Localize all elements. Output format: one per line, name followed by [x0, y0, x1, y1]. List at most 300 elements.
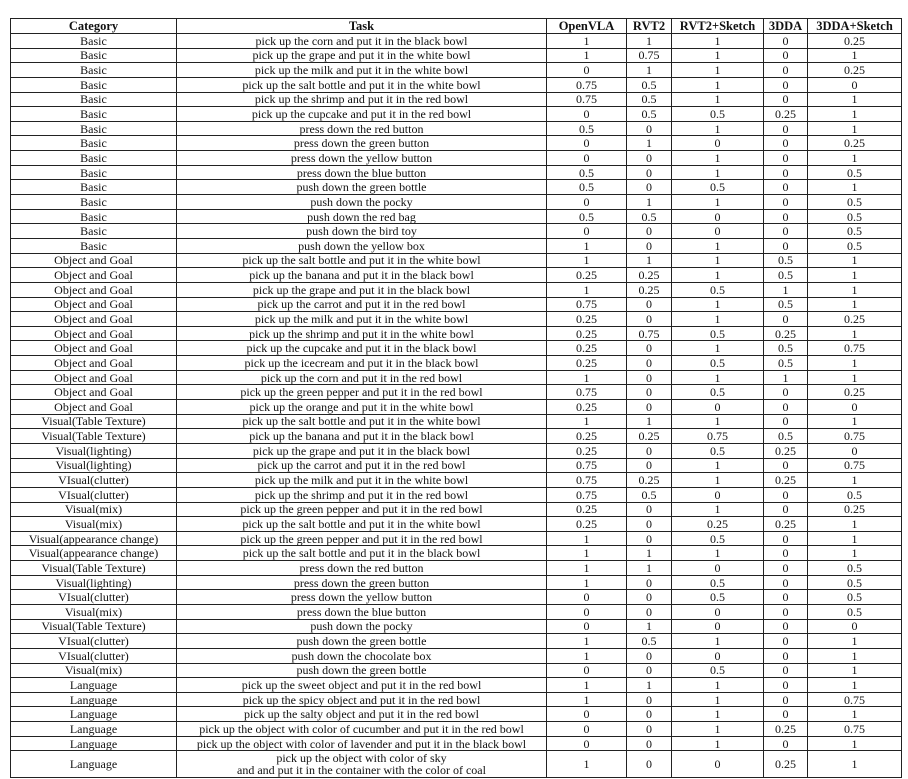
cell-rvt2-sketch: 1: [672, 195, 764, 210]
table-row: [11, 92, 902, 107]
cell-rvt2-sketch: 1: [672, 312, 764, 327]
cell-3dda: 0: [764, 692, 808, 707]
cell-rvt2-sketch: 1: [672, 678, 764, 693]
cell-task: push down the green bottle: [177, 634, 547, 649]
cell-openvla: 0.75: [547, 92, 627, 107]
cell-3dda-sketch: 1: [808, 663, 902, 678]
table-row: [11, 253, 902, 268]
table-row: [11, 692, 902, 707]
cell-category: Basic: [11, 209, 177, 224]
cell-openvla: 0.25: [547, 400, 627, 415]
table-row: [11, 678, 902, 693]
cell-task: pick up the carrot and put it in the red bowl: [177, 458, 547, 473]
table-row: [11, 517, 902, 532]
cell-task: pick up the salt bottle and put it in the white bowl: [177, 517, 547, 532]
cell-rvt2-sketch: 0.5: [672, 531, 764, 546]
table-row: [11, 604, 902, 619]
cell-rvt2-sketch: 1: [672, 63, 764, 78]
cell-openvla: 1: [547, 575, 627, 590]
table-row: [11, 751, 902, 778]
cell-3dda: 0: [764, 195, 808, 210]
cell-rvt2-sketch: 0: [672, 648, 764, 663]
cell-rvt2: 0: [627, 590, 672, 605]
cell-openvla: 1: [547, 370, 627, 385]
cell-category: Basic: [11, 195, 177, 210]
cell-rvt2: 1: [627, 561, 672, 576]
table-row: [11, 487, 902, 502]
cell-3dda-sketch: 1: [808, 282, 902, 297]
cell-task: pick up the object with color of sky and and put it in the container with the color of coal: [177, 751, 547, 778]
cell-3dda-sketch: 0.25: [808, 312, 902, 327]
cell-rvt2-sketch: 1: [672, 370, 764, 385]
table-row: [11, 77, 902, 92]
cell-category: Basic: [11, 180, 177, 195]
cell-task: pick up the salty object and put it in the red bowl: [177, 707, 547, 722]
cell-rvt2: 0: [627, 604, 672, 619]
cell-rvt2: 0: [627, 180, 672, 195]
cell-rvt2-sketch: 0.25: [672, 517, 764, 532]
cell-category: Visual(mix): [11, 663, 177, 678]
cell-3dda: 0: [764, 63, 808, 78]
cell-category: VIsual(clutter): [11, 634, 177, 649]
cell-rvt2-sketch: 0.75: [672, 429, 764, 444]
cell-rvt2-sketch: 1: [672, 502, 764, 517]
cell-3dda: 0: [764, 707, 808, 722]
table-row: [11, 619, 902, 634]
cell-rvt2: 0.25: [627, 429, 672, 444]
table-row: [11, 180, 902, 195]
cell-3dda: 0: [764, 678, 808, 693]
cell-category: Object and Goal: [11, 326, 177, 341]
cell-task: pick up the cupcake and put it in the black bowl: [177, 341, 547, 356]
cell-3dda-sketch: 0.25: [808, 34, 902, 49]
cell-openvla: 1: [547, 678, 627, 693]
table-row: [11, 575, 902, 590]
cell-3dda-sketch: 0.75: [808, 692, 902, 707]
table-row: [11, 238, 902, 253]
cell-task: push down the yellow box: [177, 238, 547, 253]
cell-task: press down the blue button: [177, 604, 547, 619]
cell-task: push down the green bottle: [177, 180, 547, 195]
cell-category: Language: [11, 707, 177, 722]
cell-rvt2: 0.5: [627, 634, 672, 649]
cell-3dda: 0: [764, 575, 808, 590]
cell-openvla: 1: [547, 48, 627, 63]
cell-3dda: 0: [764, 121, 808, 136]
cell-category: Object and Goal: [11, 268, 177, 283]
header-category: Category: [11, 19, 177, 34]
cell-category: Visual(Table Texture): [11, 414, 177, 429]
cell-3dda-sketch: 1: [808, 48, 902, 63]
cell-3dda-sketch: 0.75: [808, 722, 902, 737]
cell-3dda: 0: [764, 400, 808, 415]
table-row: [11, 707, 902, 722]
cell-rvt2-sketch: 1: [672, 692, 764, 707]
cell-3dda-sketch: 0.5: [808, 561, 902, 576]
cell-openvla: 0.5: [547, 165, 627, 180]
cell-rvt2: 1: [627, 63, 672, 78]
cell-task: pick up the orange and put it in the white bowl: [177, 400, 547, 415]
cell-3dda-sketch: 0.75: [808, 458, 902, 473]
cell-3dda-sketch: 1: [808, 370, 902, 385]
cell-task: press down the blue button: [177, 165, 547, 180]
cell-category: Basic: [11, 238, 177, 253]
cell-3dda: 0: [764, 634, 808, 649]
cell-3dda: 0: [764, 648, 808, 663]
cell-rvt2-sketch: 1: [672, 473, 764, 488]
cell-3dda: 0: [764, 487, 808, 502]
table-row: [11, 121, 902, 136]
cell-category: Object and Goal: [11, 253, 177, 268]
table-row: [11, 722, 902, 737]
cell-task: pick up the salt bottle and put it in the white bowl: [177, 414, 547, 429]
cell-task: pick up the green pepper and put it in the red bowl: [177, 531, 547, 546]
cell-category: Basic: [11, 107, 177, 122]
cell-rvt2: 0: [627, 502, 672, 517]
cell-rvt2: 0: [627, 370, 672, 385]
cell-task: pick up the shrimp and put it in the white bowl: [177, 326, 547, 341]
cell-task: pick up the object with color of cucumber and put it in the red bowl: [177, 722, 547, 737]
cell-openvla: 1: [547, 561, 627, 576]
cell-3dda: 0.5: [764, 268, 808, 283]
table-row: [11, 297, 902, 312]
cell-rvt2: 0: [627, 736, 672, 751]
cell-rvt2: 0: [627, 224, 672, 239]
cell-rvt2: 1: [627, 34, 672, 49]
cell-rvt2-sketch: 0.5: [672, 282, 764, 297]
cell-rvt2-sketch: 1: [672, 546, 764, 561]
cell-openvla: 0: [547, 195, 627, 210]
cell-3dda-sketch: 0.25: [808, 136, 902, 151]
cell-openvla: 0.75: [547, 487, 627, 502]
table-row: [11, 443, 902, 458]
cell-category: Object and Goal: [11, 400, 177, 415]
cell-rvt2-sketch: 1: [672, 48, 764, 63]
cell-task: pick up the salt bottle and put it in the black bowl: [177, 546, 547, 561]
cell-task: pick up the milk and put it in the white bowl: [177, 312, 547, 327]
cell-rvt2-sketch: 0.5: [672, 326, 764, 341]
cell-category: Basic: [11, 92, 177, 107]
table-row: [11, 107, 902, 122]
cell-rvt2-sketch: 1: [672, 34, 764, 49]
cell-category: Basic: [11, 121, 177, 136]
cell-3dda-sketch: 1: [808, 648, 902, 663]
cell-rvt2: 0: [627, 707, 672, 722]
cell-rvt2: 1: [627, 195, 672, 210]
cell-3dda-sketch: 0: [808, 77, 902, 92]
cell-3dda-sketch: 1: [808, 92, 902, 107]
cell-category: Object and Goal: [11, 297, 177, 312]
cell-rvt2-sketch: 1: [672, 341, 764, 356]
cell-openvla: 0: [547, 663, 627, 678]
cell-rvt2-sketch: 0: [672, 619, 764, 634]
cell-task: pick up the icecream and put it in the black bowl: [177, 356, 547, 371]
cell-rvt2-sketch: 1: [672, 414, 764, 429]
cell-rvt2-sketch: 1: [672, 634, 764, 649]
cell-3dda-sketch: 0.25: [808, 63, 902, 78]
cell-category: Visual(lighting): [11, 443, 177, 458]
cell-task: press down the red button: [177, 561, 547, 576]
cell-3dda: 0: [764, 561, 808, 576]
cell-openvla: 1: [547, 282, 627, 297]
cell-rvt2: 0: [627, 400, 672, 415]
cell-task: pick up the banana and put it in the black bowl: [177, 429, 547, 444]
cell-task: pick up the grape and put it in the black bowl: [177, 282, 547, 297]
cell-3dda-sketch: 1: [808, 414, 902, 429]
cell-category: Object and Goal: [11, 356, 177, 371]
cell-3dda-sketch: 1: [808, 253, 902, 268]
cell-category: VIsual(clutter): [11, 473, 177, 488]
cell-rvt2-sketch: 0: [672, 136, 764, 151]
cell-3dda: 0: [764, 663, 808, 678]
cell-openvla: 0.25: [547, 268, 627, 283]
cell-3dda: 0: [764, 151, 808, 166]
cell-3dda-sketch: 1: [808, 356, 902, 371]
cell-category: Object and Goal: [11, 341, 177, 356]
cell-rvt2: 0: [627, 356, 672, 371]
cell-category: Visual(Table Texture): [11, 429, 177, 444]
cell-task: pick up the cupcake and put it in the red bowl: [177, 107, 547, 122]
cell-openvla: 1: [547, 751, 627, 778]
table-row: [11, 209, 902, 224]
cell-rvt2: 0.5: [627, 487, 672, 502]
cell-rvt2-sketch: 1: [672, 458, 764, 473]
cell-3dda-sketch: 1: [808, 517, 902, 532]
cell-openvla: 0.25: [547, 429, 627, 444]
table-row: [11, 414, 902, 429]
cell-task: press down the green button: [177, 136, 547, 151]
cell-rvt2: 0.25: [627, 268, 672, 283]
table-row: [11, 590, 902, 605]
cell-category: Basic: [11, 63, 177, 78]
cell-rvt2-sketch: 0.5: [672, 356, 764, 371]
cell-category: Object and Goal: [11, 282, 177, 297]
cell-rvt2: 0: [627, 238, 672, 253]
cell-3dda: 0: [764, 34, 808, 49]
cell-3dda-sketch: 0: [808, 619, 902, 634]
cell-rvt2-sketch: 0.5: [672, 590, 764, 605]
cell-rvt2-sketch: 1: [672, 268, 764, 283]
table-body: [11, 34, 902, 778]
cell-task: pick up the spicy object and put it in the red bowl: [177, 692, 547, 707]
cell-rvt2-sketch: 0: [672, 209, 764, 224]
table-row: [11, 736, 902, 751]
cell-task: press down the yellow button: [177, 590, 547, 605]
header-rvt2: RVT2: [627, 19, 672, 34]
cell-rvt2-sketch: 0: [672, 561, 764, 576]
cell-category: Basic: [11, 151, 177, 166]
cell-3dda-sketch: 0.5: [808, 165, 902, 180]
cell-category: Language: [11, 736, 177, 751]
cell-task: pick up the shrimp and put it in the red bowl: [177, 487, 547, 502]
table-row: [11, 546, 902, 561]
cell-rvt2-sketch: 0.5: [672, 575, 764, 590]
cell-rvt2: 0.5: [627, 77, 672, 92]
table-row: [11, 136, 902, 151]
cell-rvt2: 0.75: [627, 48, 672, 63]
cell-rvt2-sketch: 1: [672, 253, 764, 268]
cell-openvla: 0.75: [547, 458, 627, 473]
cell-rvt2-sketch: 0: [672, 400, 764, 415]
cell-openvla: 1: [547, 34, 627, 49]
cell-task: pick up the salt bottle and put it in the white bowl: [177, 253, 547, 268]
cell-task: pick up the corn and put it in the red bowl: [177, 370, 547, 385]
cell-3dda-sketch: 0: [808, 443, 902, 458]
cell-3dda-sketch: 0.5: [808, 209, 902, 224]
cell-rvt2-sketch: 1: [672, 736, 764, 751]
cell-openvla: 0: [547, 590, 627, 605]
cell-openvla: 0.75: [547, 385, 627, 400]
cell-rvt2: 0.5: [627, 92, 672, 107]
cell-rvt2: 0: [627, 341, 672, 356]
table-row: [11, 312, 902, 327]
table-row: [11, 663, 902, 678]
cell-task: pick up the grape and put it in the white bowl: [177, 48, 547, 63]
cell-openvla: 0.25: [547, 517, 627, 532]
cell-rvt2-sketch: 0.5: [672, 180, 764, 195]
cell-3dda: 0.25: [764, 107, 808, 122]
cell-category: Language: [11, 692, 177, 707]
cell-rvt2-sketch: 1: [672, 77, 764, 92]
cell-category: Visual(lighting): [11, 575, 177, 590]
table-row: [11, 282, 902, 297]
table-row: [11, 268, 902, 283]
cell-rvt2-sketch: 1: [672, 722, 764, 737]
cell-openvla: 0: [547, 736, 627, 751]
cell-3dda: 0: [764, 458, 808, 473]
cell-openvla: 0: [547, 604, 627, 619]
table-row: [11, 165, 902, 180]
cell-3dda: 0: [764, 604, 808, 619]
cell-3dda-sketch: 1: [808, 268, 902, 283]
cell-rvt2: 1: [627, 414, 672, 429]
table-row: [11, 502, 902, 517]
table-row: [11, 151, 902, 166]
cell-3dda: 0: [764, 224, 808, 239]
cell-rvt2: 0: [627, 517, 672, 532]
table-row: [11, 48, 902, 63]
table-row: [11, 195, 902, 210]
table-row: [11, 326, 902, 341]
cell-category: Basic: [11, 136, 177, 151]
cell-3dda-sketch: 1: [808, 326, 902, 341]
cell-3dda: 0: [764, 531, 808, 546]
cell-rvt2-sketch: 1: [672, 707, 764, 722]
cell-rvt2: 0: [627, 531, 672, 546]
cell-openvla: 1: [547, 253, 627, 268]
cell-3dda-sketch: 0.75: [808, 341, 902, 356]
cell-task: push down the red bag: [177, 209, 547, 224]
cell-task: pick up the green pepper and put it in the red bowl: [177, 385, 547, 400]
cell-3dda: 0: [764, 238, 808, 253]
cell-3dda: 0.5: [764, 297, 808, 312]
cell-3dda-sketch: 1: [808, 473, 902, 488]
table-row: [11, 341, 902, 356]
table-header: [11, 19, 902, 34]
cell-task: pick up the carrot and put it in the red bowl: [177, 297, 547, 312]
cell-category: VIsual(clutter): [11, 590, 177, 605]
cell-openvla: 0.5: [547, 180, 627, 195]
cell-3dda-sketch: 1: [808, 634, 902, 649]
cell-openvla: 0: [547, 224, 627, 239]
cell-rvt2-sketch: 0: [672, 751, 764, 778]
cell-rvt2: 0: [627, 151, 672, 166]
cell-task: pick up the corn and put it in the black bowl: [177, 34, 547, 49]
cell-rvt2: 0: [627, 575, 672, 590]
cell-openvla: 0.75: [547, 77, 627, 92]
cell-openvla: 1: [547, 531, 627, 546]
cell-category: Basic: [11, 77, 177, 92]
cell-task: pick up the shrimp and put it in the red bowl: [177, 92, 547, 107]
results-table: [10, 18, 902, 778]
table-row: [11, 370, 902, 385]
cell-3dda: 0.5: [764, 429, 808, 444]
header-3dda: 3DDA: [764, 19, 808, 34]
cell-openvla: 0.5: [547, 209, 627, 224]
cell-rvt2: 0.5: [627, 209, 672, 224]
table-row: [11, 400, 902, 415]
cell-rvt2: 0: [627, 722, 672, 737]
cell-3dda: 0.25: [764, 326, 808, 341]
cell-3dda: 0.5: [764, 341, 808, 356]
cell-rvt2: 0: [627, 165, 672, 180]
cell-category: VIsual(clutter): [11, 648, 177, 663]
cell-rvt2: 0.25: [627, 282, 672, 297]
cell-3dda: 0: [764, 619, 808, 634]
cell-task: push down the chocolate box: [177, 648, 547, 663]
cell-task: pick up the milk and put it in the white bowl: [177, 473, 547, 488]
cell-rvt2-sketch: 1: [672, 151, 764, 166]
cell-3dda: 0.25: [764, 517, 808, 532]
cell-task: press down the yellow button: [177, 151, 547, 166]
cell-task: push down the bird toy: [177, 224, 547, 239]
cell-3dda: 0.25: [764, 473, 808, 488]
cell-3dda-sketch: 1: [808, 121, 902, 136]
cell-rvt2-sketch: 1: [672, 165, 764, 180]
cell-3dda-sketch: 0: [808, 400, 902, 415]
cell-category: Visual(lighting): [11, 458, 177, 473]
cell-3dda: 0: [764, 165, 808, 180]
header-rvt2-sketch: RVT2+Sketch: [672, 19, 764, 34]
cell-category: Visual(mix): [11, 604, 177, 619]
cell-3dda-sketch: 0.5: [808, 224, 902, 239]
cell-openvla: 0: [547, 136, 627, 151]
cell-rvt2: 0: [627, 297, 672, 312]
cell-3dda: 1: [764, 282, 808, 297]
cell-category: Visual(mix): [11, 517, 177, 532]
cell-3dda: 0: [764, 502, 808, 517]
cell-rvt2: 1: [627, 136, 672, 151]
cell-3dda-sketch: 0.5: [808, 575, 902, 590]
header-row: [11, 19, 902, 34]
cell-rvt2-sketch: 0.5: [672, 385, 764, 400]
cell-3dda: 1: [764, 370, 808, 385]
cell-3dda-sketch: 1: [808, 736, 902, 751]
cell-3dda: 0: [764, 136, 808, 151]
cell-openvla: 0.25: [547, 312, 627, 327]
cell-category: Object and Goal: [11, 312, 177, 327]
cell-task: pick up the milk and put it in the white bowl: [177, 63, 547, 78]
cell-category: Visual(Table Texture): [11, 561, 177, 576]
cell-rvt2: 1: [627, 546, 672, 561]
cell-category: Object and Goal: [11, 370, 177, 385]
cell-rvt2-sketch: 0.5: [672, 443, 764, 458]
cell-category: Visual(appearance change): [11, 546, 177, 561]
cell-category: Basic: [11, 165, 177, 180]
table-row: [11, 458, 902, 473]
cell-openvla: 1: [547, 634, 627, 649]
cell-rvt2-sketch: 0: [672, 604, 764, 619]
